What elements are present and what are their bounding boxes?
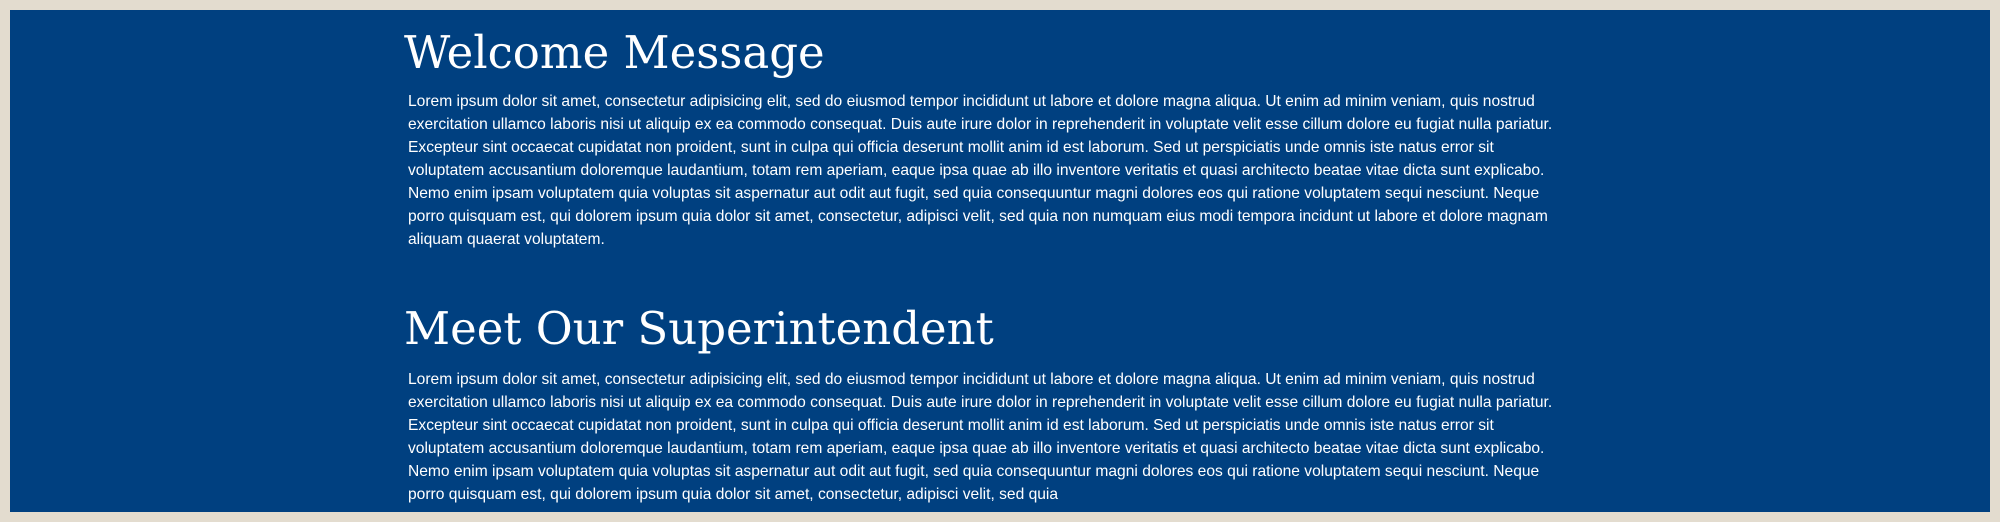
welcome-heading: Welcome Message: [404, 26, 825, 79]
superintendent-heading: Meet Our Superintendent: [404, 302, 994, 355]
superintendent-section: [404, 301, 1564, 506]
superintendent-paragraph: Lorem ipsum dolor sit amet, consectetur adipisicing elit, sed do eiusmod tempor incididunt ut labore et dolore magna aliqua. Ut enim ad minim veniam, quis nostrud exercitation ullamco laboris nisi ut aliquip ex ea commodo consequat. Duis aute irure dolor in reprehenderit in voluptate velit esse cillum dolore eu fugiat nulla pariatur. Excepteur sint occaecat cupidatat non proident, sunt in culpa qui officia deserunt mollit anim id est laborum. Sed ut perspiciatis unde omnis iste natus error sit voluptatem accusantium doloremque laudantium, totam rem aperiam, eaque ipsa quae ab illo inventore veritatis et quasi architecto beatae vitae dicta sunt explicabo. Nemo enim ipsam voluptatem quia voluptas sit aspernatur aut odit aut fugit, sed quia consequuntur magni dolores eos qui ratione voluptatem sequi nesciunt. Neque porro quisquam est, qui dolorem ipsum quia dolor sit amet, consectetur, adipisci velit, sed quia: [408, 371, 1553, 503]
content-panel: [10, 10, 1990, 512]
welcome-section: [404, 25, 1564, 251]
welcome-paragraph: Lorem ipsum dolor sit amet, consectetur adipisicing elit, sed do eiusmod tempor incididunt ut labore et dolore magna aliqua. Ut enim ad minim veniam, quis nostrud exercitation ullamco laboris nisi ut aliquip ex ea commodo consequat. Duis aute irure dolor in reprehenderit in voluptate velit esse cillum dolore eu fugiat nulla pariatur. Excepteur sint occaecat cupidatat non proident, sunt in culpa qui officia deserunt mollit anim id est laborum. Sed ut perspiciatis unde omnis iste natus error sit voluptatem accusantium doloremque laudantium, totam rem aperiam, eaque ipsa quae ab illo inventore veritatis et quasi architecto beatae vitae dicta sunt explicabo. Nemo enim ipsam voluptatem quia voluptas sit aspernatur aut odit aut fugit, sed quia consequuntur magni dolores eos qui ratione voluptatem sequi nesciunt. Neque porro quisquam est, qui dolorem ipsum quia dolor sit amet, consectetur, adipisci velit, sed quia non numquam eius modi tempora incidunt ut labore et dolore magnam aliquam quaerat voluptatem.: [408, 93, 1553, 248]
